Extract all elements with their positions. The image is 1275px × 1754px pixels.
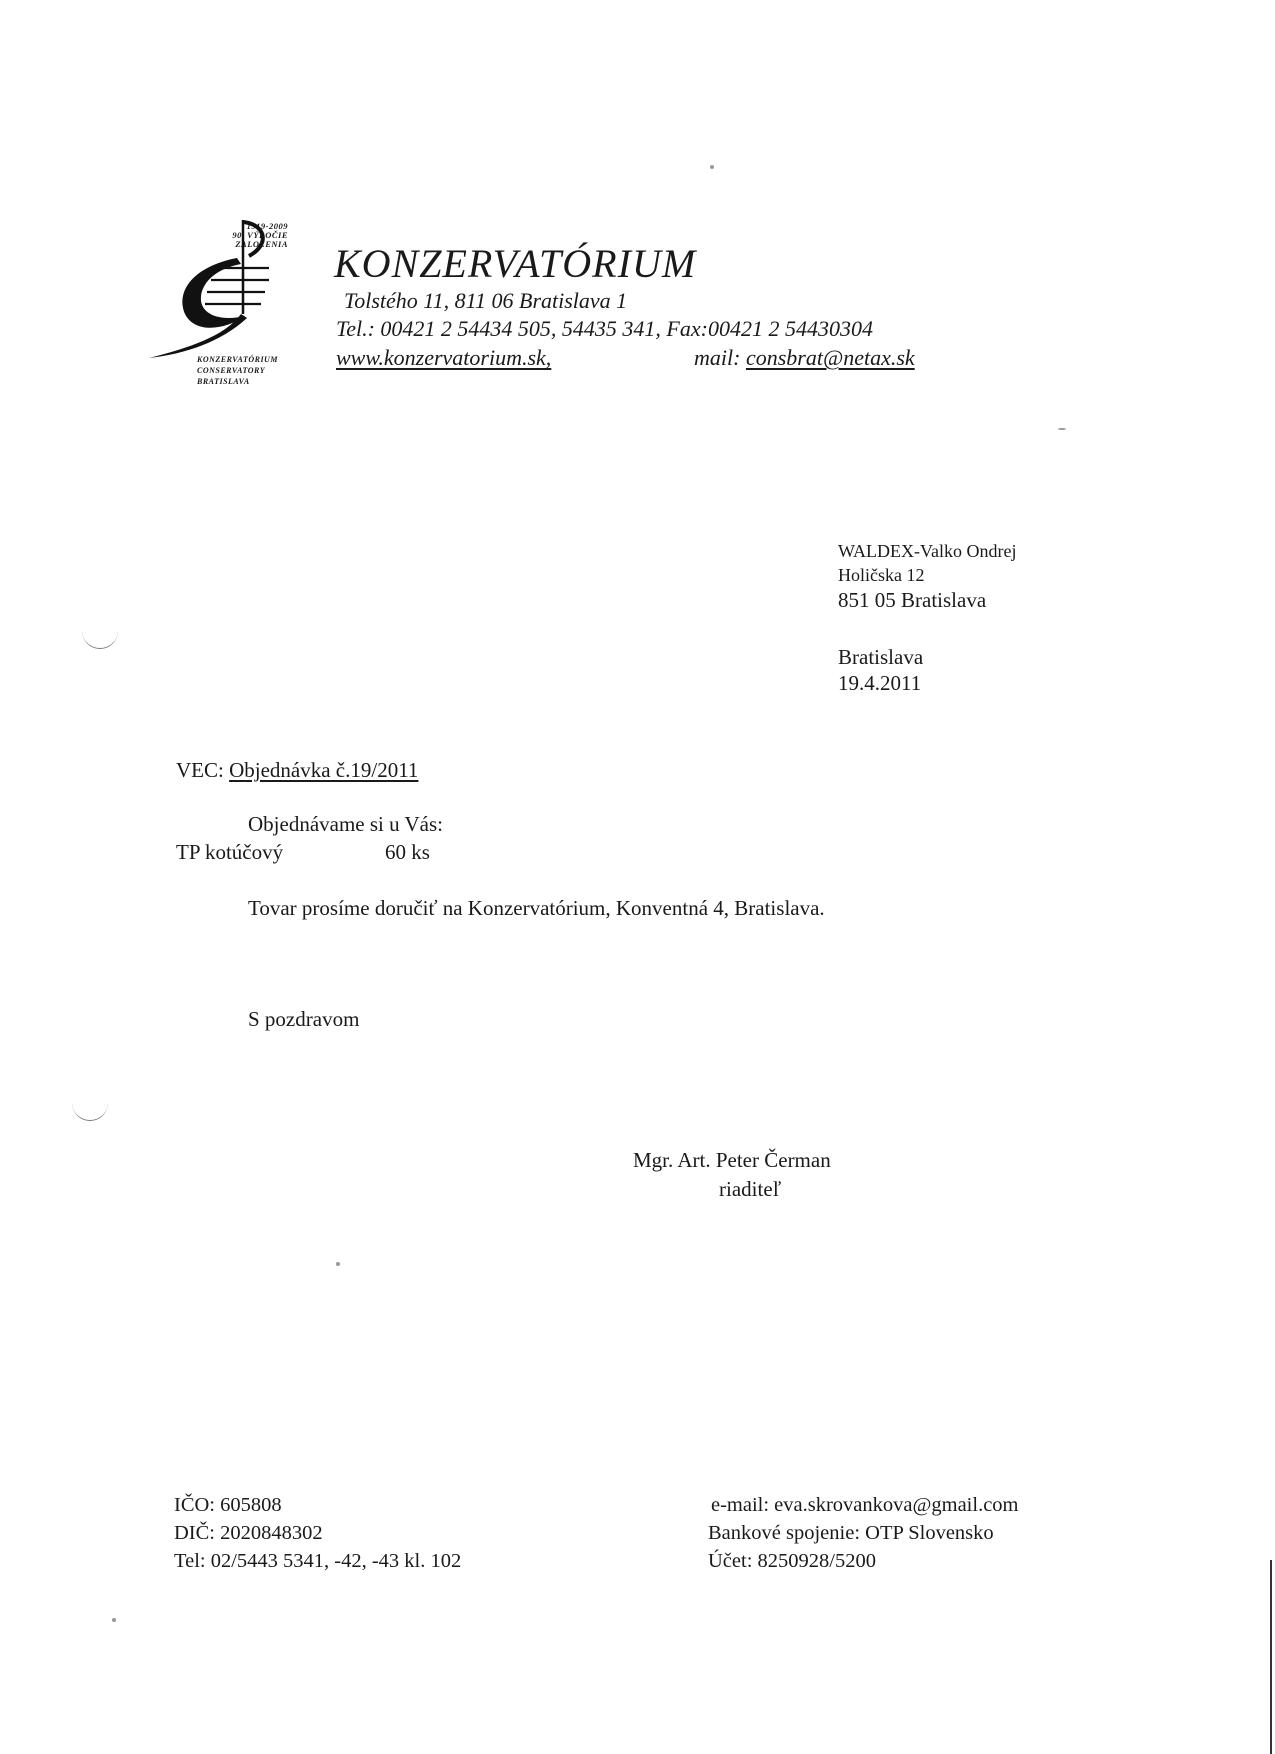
punch-hole-mark <box>82 628 118 649</box>
scan-speck <box>112 1618 116 1622</box>
delivery-instruction: Tovar prosíme doručiť na Konzervatórium, Konventná 4, Bratislava. <box>248 896 825 920</box>
scan-speck <box>710 165 714 169</box>
signatory-title: riaditeľ <box>719 1177 782 1201</box>
subject-label: VEC: <box>176 758 230 782</box>
letterhead-phone-fax: Tel.: 00421 2 54434 505, 54435 341, Fax:00421 2 54430304 <box>336 316 873 341</box>
signatory-name: Mgr. Art. Peter Čerman <box>633 1148 831 1172</box>
mail-label: mail: <box>694 345 746 370</box>
order-item: TP kotúčový <box>176 840 284 864</box>
conservatory-logo <box>145 218 305 388</box>
letterhead-mail <box>694 345 915 371</box>
letterhead-website-link[interactable]: www.konzervatorium.sk, <box>336 345 552 370</box>
scan-edge-line <box>1270 1560 1272 1754</box>
logo-anniversary-text: 1919-2009 90. VÝROČIE ZALOŽENIA <box>232 221 288 249</box>
logo-institution-names: KONZERVATÓRIUM CONSERVATORY BRATISLAVA <box>197 355 278 386</box>
punch-hole-mark <box>72 1100 108 1121</box>
recipient-name: WALDEX-Valko Ondrej <box>838 541 1017 561</box>
letter-date: 19.4.2011 <box>838 671 922 695</box>
institution-name: KONZERVATÓRIUM <box>334 241 697 286</box>
footer-dic: DIČ: 2020848302 <box>174 1522 323 1544</box>
order-intro: Objednávame si u Vás: <box>248 812 443 836</box>
footer-right <box>708 1491 1019 1575</box>
footer-email: e-mail: eva.skrovankova@gmail.com <box>711 1494 1019 1516</box>
footer-left <box>174 1491 461 1575</box>
footer-bank: Bankové spojenie: OTP Slovensko <box>708 1522 994 1544</box>
subject-line <box>176 758 418 783</box>
scan-speck <box>336 1262 340 1266</box>
subject-value: Objednávka č.19/2011 <box>229 758 419 782</box>
footer-account: Účet: 8250928/5200 <box>708 1550 876 1572</box>
recipient-street: Holičska 12 <box>838 565 925 585</box>
closing-greeting: S pozdravom <box>248 1007 360 1031</box>
scan-speck <box>1058 428 1066 430</box>
recipient-city: 851 05 Bratislava <box>838 588 987 612</box>
footer-tel: Tel: 02/5443 5341, -42, -43 kl. 102 <box>174 1550 462 1572</box>
order-quantity: 60 ks <box>385 840 430 864</box>
letterhead-address: Tolstého 11, 811 06 Bratislava 1 <box>344 288 628 313</box>
footer-ico: IČO: 605808 <box>174 1494 282 1516</box>
mail-link[interactable]: consbrat@netax.sk <box>745 345 915 370</box>
letter-place: Bratislava <box>838 645 924 669</box>
